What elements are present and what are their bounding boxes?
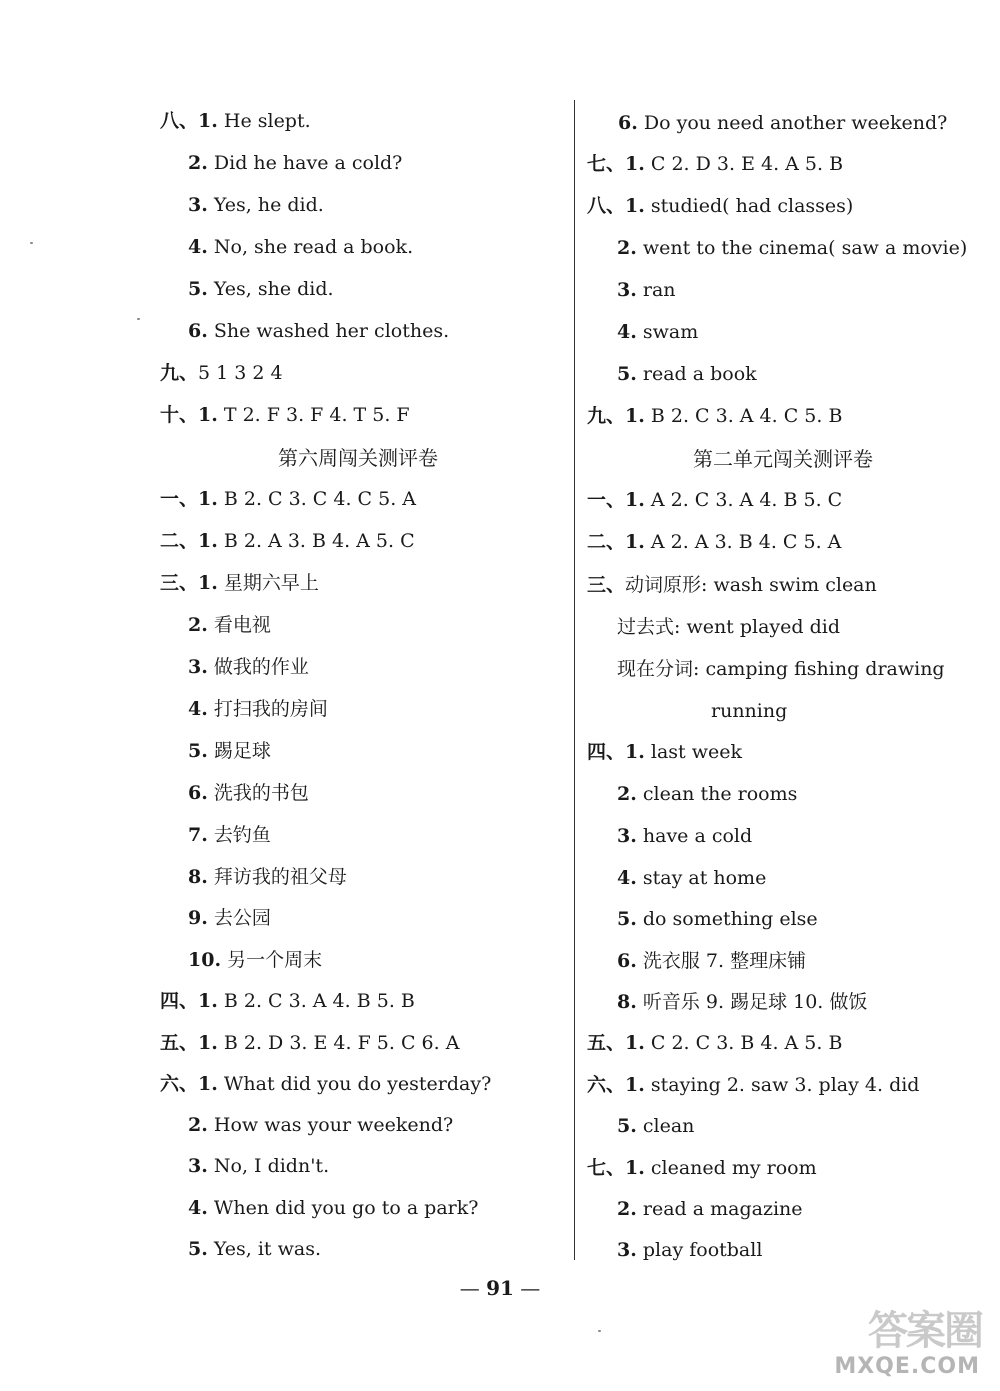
answer-text: 星期六早上 bbox=[217, 572, 319, 594]
question-number: 五、1. bbox=[160, 1032, 218, 1054]
answer-text: went to the cinema( saw a movie) bbox=[636, 237, 968, 259]
question-number: 5. bbox=[188, 1238, 208, 1260]
answer-line bbox=[617, 236, 967, 260]
question-number: 3. bbox=[617, 1239, 637, 1261]
answer-line bbox=[160, 1031, 459, 1055]
question-number: 四、1. bbox=[160, 990, 218, 1012]
answer-line bbox=[587, 530, 841, 554]
answer-line bbox=[587, 152, 843, 176]
watermark-text-top: 答案圈 bbox=[868, 1308, 982, 1354]
question-number: 2. bbox=[188, 1114, 208, 1136]
question-number: 3. bbox=[617, 279, 637, 301]
answer-text: A 2. C 3. A 4. B 5. C bbox=[644, 489, 843, 511]
question-number: 八、1. bbox=[160, 110, 218, 132]
answer-line bbox=[617, 866, 766, 890]
section-heading bbox=[693, 447, 873, 471]
answer-line bbox=[160, 487, 416, 511]
question-number: 八、1. bbox=[587, 195, 645, 217]
answer-text: clean the rooms bbox=[636, 783, 798, 805]
answer-line bbox=[188, 1237, 321, 1261]
question-number: 3. bbox=[188, 1155, 208, 1177]
question-number: 七、1. bbox=[587, 153, 645, 175]
question-number: 10. bbox=[188, 949, 222, 971]
answer-line bbox=[617, 907, 818, 931]
answer-line bbox=[617, 782, 797, 806]
scan-speck bbox=[30, 242, 33, 244]
answer-text: 听音乐 9. 踢足球 10. 做饭 bbox=[636, 991, 868, 1013]
question-number: 五、1. bbox=[587, 1032, 645, 1054]
answer-line bbox=[587, 1031, 842, 1055]
answer-line bbox=[160, 109, 311, 133]
answer-text: When did you go to a park? bbox=[207, 1197, 479, 1219]
answer-text: Did he have a cold? bbox=[207, 152, 403, 174]
question-number: 2. bbox=[617, 237, 637, 259]
answer-text: B 2. D 3. E 4. F 5. C 6. A bbox=[217, 1032, 460, 1054]
page-number-value: 91 bbox=[486, 1276, 514, 1300]
section-heading-text: 第二单元闯关测评卷 bbox=[693, 447, 873, 471]
watermark-logo bbox=[832, 1299, 982, 1379]
answer-text: No, I didn't. bbox=[207, 1155, 330, 1177]
answer-text: swam bbox=[636, 321, 699, 343]
answer-text: 现在分词: camping fishing drawing bbox=[617, 658, 945, 680]
answer-text: have a cold bbox=[636, 825, 753, 847]
page-number-dash-left: — bbox=[459, 1276, 487, 1300]
answer-text: cleaned my room bbox=[644, 1157, 817, 1179]
question-number: 三、 bbox=[587, 574, 626, 596]
answer-text: 动词原形: wash swim clean bbox=[625, 574, 877, 596]
question-number: 三、1. bbox=[160, 572, 218, 594]
answer-line bbox=[160, 989, 415, 1013]
page-number-dash-right: — bbox=[513, 1276, 541, 1300]
answer-line bbox=[587, 1156, 817, 1180]
answer-line bbox=[188, 781, 309, 805]
question-number: 二、1. bbox=[587, 531, 645, 553]
answer-line bbox=[188, 319, 449, 343]
question-number: 9. bbox=[188, 907, 208, 929]
answer-line bbox=[160, 361, 283, 385]
question-number: 七、1. bbox=[587, 1157, 645, 1179]
answer-text: He slept. bbox=[217, 110, 311, 132]
question-number: 4. bbox=[617, 321, 637, 343]
question-number: 十、1. bbox=[160, 404, 218, 426]
answer-text: 过去式: went played did bbox=[617, 616, 841, 638]
answer-line bbox=[617, 657, 945, 681]
answer-text: do something else bbox=[636, 908, 818, 930]
question-number: 5. bbox=[617, 908, 637, 930]
answer-line bbox=[587, 194, 853, 218]
answer-text: B 2. C 3. A 4. B 5. B bbox=[217, 990, 415, 1012]
answer-text: 洗衣服 7. 整理床铺 bbox=[636, 950, 807, 972]
question-number: 一、1. bbox=[160, 488, 218, 510]
answer-line bbox=[617, 362, 757, 386]
answer-text: Yes, he did. bbox=[207, 194, 324, 216]
answer-line bbox=[587, 573, 877, 597]
question-number: 4. bbox=[188, 698, 208, 720]
answer-line bbox=[188, 151, 402, 175]
answer-line bbox=[188, 1113, 453, 1137]
answer-line bbox=[188, 655, 309, 679]
answer-text: C 2. C 3. B 4. A 5. B bbox=[644, 1032, 843, 1054]
answer-line bbox=[188, 1154, 329, 1178]
question-number: 2. bbox=[617, 1198, 637, 1220]
answer-text: 踢足球 bbox=[207, 740, 271, 762]
answer-line bbox=[617, 278, 676, 302]
answer-text: last week bbox=[644, 741, 742, 763]
answer-text: 看电视 bbox=[207, 614, 271, 636]
answer-line bbox=[587, 740, 742, 764]
question-number: 2. bbox=[188, 152, 208, 174]
page-number bbox=[0, 1276, 1000, 1300]
question-number: 6. bbox=[188, 320, 208, 342]
question-number: 5. bbox=[617, 1115, 637, 1137]
answer-line bbox=[160, 529, 415, 553]
answer-line bbox=[617, 824, 752, 848]
question-number: 6. bbox=[188, 782, 208, 804]
answer-text: Yes, it was. bbox=[207, 1238, 321, 1260]
answer-text: 5 1 3 2 4 bbox=[198, 362, 283, 384]
answer-text: Yes, she did. bbox=[207, 278, 334, 300]
scan-speck bbox=[137, 318, 140, 320]
question-number: 5. bbox=[188, 740, 208, 762]
answer-line bbox=[188, 906, 271, 930]
answer-text: 洗我的书包 bbox=[207, 782, 309, 804]
answer-line bbox=[188, 948, 322, 972]
answer-line bbox=[617, 1238, 762, 1262]
question-number: 6. bbox=[617, 950, 637, 972]
answer-line bbox=[188, 193, 324, 217]
question-number: 九、 bbox=[160, 362, 199, 384]
question-number: 四、1. bbox=[587, 741, 645, 763]
question-number: 5. bbox=[188, 278, 208, 300]
question-number: 二、1. bbox=[160, 530, 218, 552]
answer-line bbox=[188, 1196, 478, 1220]
answer-text: She washed her clothes. bbox=[207, 320, 450, 342]
answer-line bbox=[160, 571, 319, 595]
question-number: 6. bbox=[618, 112, 638, 134]
answer-line bbox=[188, 277, 334, 301]
answer-line bbox=[160, 1072, 491, 1096]
answer-text: 打扫我的房间 bbox=[207, 698, 328, 720]
question-number: 九、1. bbox=[587, 405, 645, 427]
question-number: 3. bbox=[188, 656, 208, 678]
answer-text: C 2. D 3. E 4. A 5. B bbox=[644, 153, 844, 175]
question-number: 5. bbox=[617, 363, 637, 385]
question-number: 8. bbox=[617, 991, 637, 1013]
question-number: 2. bbox=[188, 614, 208, 636]
answer-line bbox=[188, 823, 271, 847]
answer-text: 拜访我的祖父母 bbox=[207, 866, 347, 888]
answer-text: read a book bbox=[636, 363, 757, 385]
answer-text: A 2. A 3. B 4. C 5. A bbox=[644, 531, 842, 553]
answer-text: B 2. A 3. B 4. A 5. C bbox=[217, 530, 415, 552]
answer-text: B 2. C 3. A 4. C 5. B bbox=[644, 405, 843, 427]
question-number: 4. bbox=[617, 867, 637, 889]
answer-line bbox=[188, 739, 271, 763]
question-number: 六、1. bbox=[160, 1073, 218, 1095]
answer-text: How was your weekend? bbox=[207, 1114, 454, 1136]
answer-text: staying 2. saw 3. play 4. did bbox=[644, 1074, 920, 1096]
question-number: 4. bbox=[188, 1197, 208, 1219]
answer-text: T 2. F 3. F 4. T 5. F bbox=[217, 404, 410, 426]
answer-line bbox=[587, 1073, 919, 1097]
question-number: 3. bbox=[188, 194, 208, 216]
answer-text: read a magazine bbox=[636, 1198, 803, 1220]
question-number: 六、1. bbox=[587, 1074, 645, 1096]
answer-line bbox=[617, 615, 840, 639]
answer-line bbox=[188, 865, 347, 889]
answer-text: B 2. C 3. C 4. C 5. A bbox=[217, 488, 417, 510]
answer-line bbox=[188, 235, 413, 259]
column-divider bbox=[574, 100, 575, 1260]
answer-line bbox=[711, 699, 787, 723]
answer-text: play football bbox=[636, 1239, 763, 1261]
answer-text: 另一个周末 bbox=[221, 949, 323, 971]
answer-text: studied( had classes) bbox=[644, 195, 854, 217]
answer-text: 去钓鱼 bbox=[207, 824, 271, 846]
answer-line bbox=[618, 111, 947, 135]
answer-text: 做我的作业 bbox=[207, 656, 309, 678]
question-number: 4. bbox=[188, 236, 208, 258]
answer-line bbox=[617, 320, 698, 344]
question-number: 一、1. bbox=[587, 489, 645, 511]
answer-text: No, she read a book. bbox=[207, 236, 414, 258]
answer-text: 去公园 bbox=[207, 907, 271, 929]
scan-speck bbox=[598, 1330, 601, 1332]
answer-line bbox=[617, 1197, 803, 1221]
question-number: 2. bbox=[617, 783, 637, 805]
answer-line bbox=[617, 990, 867, 1014]
answer-text: Do you need another weekend? bbox=[637, 112, 948, 134]
section-heading-text: 第六周闯关测评卷 bbox=[278, 446, 438, 470]
answer-line bbox=[188, 613, 271, 637]
question-number: 7. bbox=[188, 824, 208, 846]
answer-line bbox=[188, 697, 328, 721]
answer-line bbox=[160, 403, 410, 427]
answer-line bbox=[587, 404, 842, 428]
watermark-text-bottom: MXQE.COM bbox=[834, 1354, 980, 1379]
answer-line bbox=[617, 949, 806, 973]
answer-text: What did you do yesterday? bbox=[217, 1073, 492, 1095]
section-heading bbox=[278, 446, 438, 470]
question-number: 8. bbox=[188, 866, 208, 888]
answer-line bbox=[587, 488, 842, 512]
answer-text: stay at home bbox=[636, 867, 767, 889]
answer-text: clean bbox=[636, 1115, 695, 1137]
answer-text: running bbox=[711, 700, 788, 722]
answer-line bbox=[617, 1114, 694, 1138]
answer-text: ran bbox=[636, 279, 676, 301]
question-number: 3. bbox=[617, 825, 637, 847]
